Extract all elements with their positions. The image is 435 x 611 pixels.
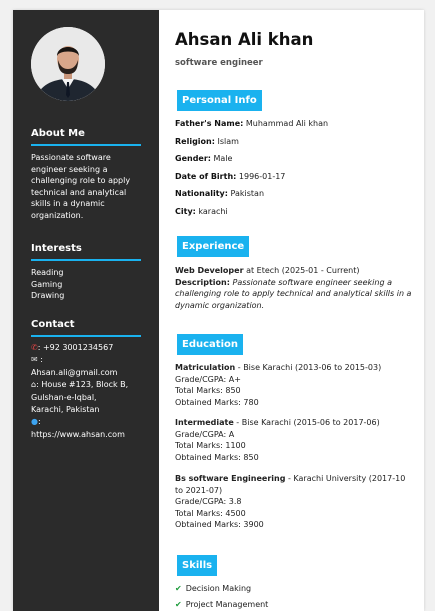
profile-photo-image bbox=[31, 27, 105, 101]
envelope-icon: ✉ bbox=[31, 355, 38, 365]
education-detail: - Bise Karachi (2013-06 to 2015-03) bbox=[237, 363, 382, 372]
contact-divider bbox=[31, 335, 141, 337]
interests-title: Interests bbox=[31, 243, 82, 254]
address-line: Gulshan-e-Iqbal, bbox=[31, 392, 97, 402]
nationality-row bbox=[175, 189, 264, 198]
about-title: About Me bbox=[31, 128, 85, 139]
skill-item bbox=[175, 600, 268, 609]
father-name-row bbox=[175, 119, 328, 128]
contact-title: Contact bbox=[31, 319, 75, 330]
skills-heading: Skills bbox=[177, 555, 217, 576]
education-item bbox=[175, 473, 415, 531]
interest-item: Drawing bbox=[31, 291, 65, 300]
skill-label: Project Management bbox=[185, 600, 269, 609]
profile-photo bbox=[31, 27, 105, 101]
education-detail: - Bise Karachi (2015-06 to 2017-06) bbox=[236, 418, 380, 427]
interest-item: Gaming bbox=[31, 279, 63, 289]
city-value: karachi bbox=[198, 207, 228, 216]
globe-icon: ● bbox=[31, 417, 38, 427]
check-icon: ✔ bbox=[175, 584, 182, 593]
person-title: software engineer bbox=[175, 58, 263, 68]
interests-divider bbox=[31, 259, 141, 261]
dob-value: 1996-01-17 bbox=[238, 172, 286, 181]
nationality-value: Pakistan bbox=[230, 189, 265, 198]
experience-entry bbox=[175, 265, 415, 311]
person-name: Ahsan Ali khan bbox=[175, 30, 314, 49]
education-grade: Grade/CGPA: A+ bbox=[175, 374, 241, 384]
contact-address bbox=[31, 379, 141, 391]
religion-label: Religion: bbox=[175, 137, 215, 146]
education-grade: Grade/CGPA: 3.8 bbox=[175, 497, 242, 507]
sidebar bbox=[13, 10, 159, 611]
check-icon: ✔ bbox=[175, 600, 182, 609]
skill-item bbox=[175, 584, 251, 593]
email-value[interactable]: Ahsan.ali@gmail.com bbox=[31, 367, 118, 377]
education-total: Total Marks: 1100 bbox=[175, 441, 246, 451]
city-row bbox=[175, 207, 228, 216]
resume-page bbox=[13, 10, 424, 611]
home-icon: ⌂ bbox=[31, 380, 37, 390]
nationality-label: Nationality: bbox=[175, 189, 228, 198]
education-heading: Education bbox=[177, 334, 243, 355]
address-line: : House #123, Block B, bbox=[36, 380, 129, 390]
religion-row bbox=[175, 137, 239, 146]
contact-website-row: ●: bbox=[31, 416, 141, 428]
education-item bbox=[175, 417, 415, 463]
contact-section bbox=[31, 318, 141, 441]
dob-label: Date of Birth: bbox=[175, 172, 237, 181]
contact-email-row: ✉ : bbox=[31, 354, 141, 366]
phone-icon: ✆ bbox=[31, 343, 38, 352]
address-line: Karachi, Pakistan bbox=[31, 405, 100, 415]
contact-phone: ✆: +92 3001234567 bbox=[31, 342, 141, 354]
education-obtained: Obtained Marks: 3900 bbox=[175, 520, 264, 530]
city-label: City: bbox=[175, 207, 196, 216]
skill-label: Decision Making bbox=[185, 584, 252, 593]
dob-row bbox=[175, 172, 285, 181]
about-divider bbox=[31, 144, 141, 146]
father-value: Muhammad Ali khan bbox=[245, 119, 329, 128]
education-total: Total Marks: 4500 bbox=[175, 508, 246, 518]
education-degree: Intermediate bbox=[175, 418, 234, 427]
phone-value: +92 3001234567 bbox=[42, 343, 114, 352]
education-item bbox=[175, 362, 415, 408]
education-grade: Grade/CGPA: A bbox=[175, 429, 235, 439]
personal-info-heading: Personal Info bbox=[177, 90, 262, 111]
father-label: Father's Name: bbox=[175, 119, 244, 128]
experience-heading: Experience bbox=[177, 236, 249, 257]
education-degree: Matriculation bbox=[175, 363, 236, 372]
gender-value: Male bbox=[213, 154, 233, 163]
about-text: Passionate software engineer seeking a challenging role to apply technical and analytical skills in a dynamic organization. bbox=[31, 153, 131, 220]
education-total: Total Marks: 850 bbox=[175, 386, 241, 396]
education-obtained: Obtained Marks: 850 bbox=[175, 452, 259, 462]
education-detail: - Karachi University (2017-10 to 2021-07) bbox=[175, 474, 406, 495]
religion-value: Islam bbox=[217, 137, 239, 146]
education-degree: Bs software Engineering bbox=[175, 474, 286, 483]
about-section bbox=[31, 127, 141, 221]
gender-row bbox=[175, 154, 232, 163]
interests-section bbox=[31, 242, 141, 302]
experience-desc: Passionate software engineer seeking a challenging role to apply technical and analytical skills in a dynamic organization. bbox=[175, 277, 412, 310]
interest-item: Reading bbox=[31, 268, 64, 277]
website-link[interactable]: https://www.ahsan.com bbox=[31, 429, 125, 439]
experience-desc-label: Description: bbox=[175, 277, 230, 287]
gender-label: Gender: bbox=[175, 154, 211, 163]
experience-company: at Etech (2025-01 - Current) bbox=[246, 266, 360, 275]
education-obtained: Obtained Marks: 780 bbox=[175, 397, 259, 407]
experience-role: Web Developer bbox=[175, 266, 244, 275]
